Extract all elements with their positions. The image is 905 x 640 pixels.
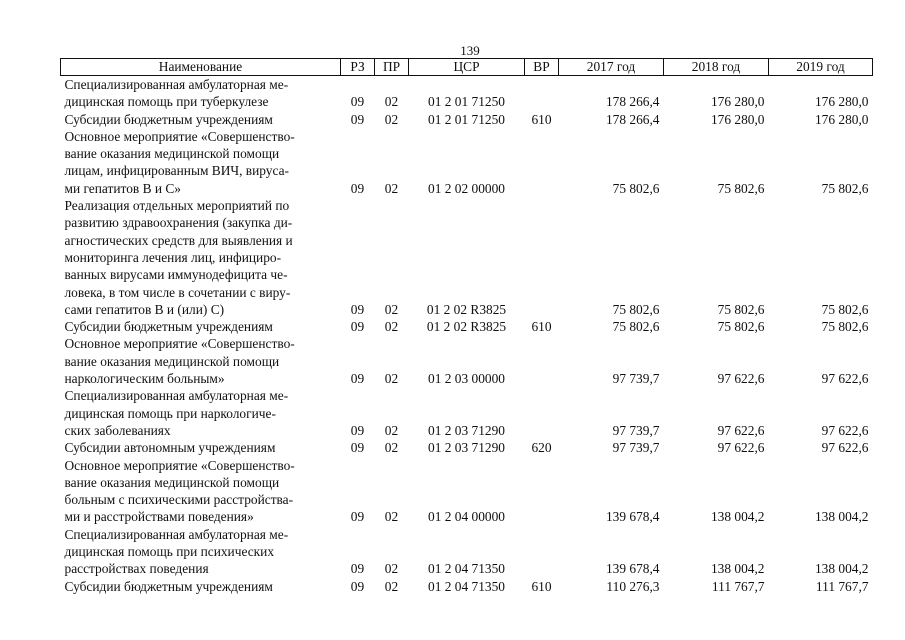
row-2019: 97 622,6	[821, 371, 869, 387]
row-2018: 176 280,0	[710, 111, 765, 127]
row-2017: 75 802,6	[612, 319, 660, 335]
row-2018: 75 802,6	[717, 319, 765, 335]
table-row	[61, 128, 873, 197]
row-pr: 02	[384, 301, 399, 317]
row-name: Основное мероприятие «Совершенство- вание оказания медицинской помощи больным с психическими расстройства- ми и расстройствами поведения»	[64, 457, 295, 525]
row-pr: 02	[384, 180, 399, 196]
row-2019: 176 280,0	[814, 94, 869, 110]
row-name: Специализированная амбулаторная ме- дицинская помощь при психических расстройствах поведения	[64, 526, 289, 577]
row-rz: 09	[350, 440, 365, 456]
table-row	[61, 197, 873, 318]
row-rz: 09	[350, 509, 365, 525]
row-2019: 138 004,2	[814, 561, 869, 577]
row-rz: 09	[350, 301, 365, 317]
row-csr: 01 2 04 71350	[428, 578, 505, 594]
row-name: Основное мероприятие «Совершенство- вание оказания медицинской помощи наркологическим больным»	[64, 336, 295, 387]
row-vr	[525, 387, 559, 439]
row-vr	[525, 128, 559, 197]
row-csr: 01 2 04 00000	[428, 509, 505, 525]
row-rz: 09	[350, 111, 365, 127]
row-name: Основное мероприятие «Совершенство- вание оказания медицинской помощи лицам, инфицированным ВИЧ, вируса- ми гепатитов В и С»	[64, 128, 295, 196]
row-csr: 01 2 03 71290	[428, 422, 505, 438]
row-2018: 97 622,6	[717, 440, 765, 456]
table-row	[61, 526, 873, 578]
row-vr: 610	[531, 578, 552, 594]
header-name: Наименование	[61, 59, 341, 76]
row-pr: 02	[384, 422, 399, 438]
header-row	[61, 59, 873, 76]
row-csr: 01 2 02 R3825	[426, 319, 507, 335]
row-csr: 01 2 02 R3825	[426, 301, 507, 317]
row-2017: 139 678,4	[605, 509, 660, 525]
row-rz: 09	[350, 319, 365, 335]
row-2019: 138 004,2	[814, 509, 869, 525]
row-vr	[525, 457, 559, 526]
row-name: Специализированная амбулаторная ме- дицинская помощь при туберкулезе	[64, 77, 289, 110]
row-2017: 75 802,6	[612, 180, 660, 196]
row-2018: 138 004,2	[710, 509, 765, 525]
row-2017: 97 739,7	[612, 371, 660, 387]
header-pr: ПР	[375, 59, 409, 76]
row-vr: 610	[531, 319, 552, 335]
row-2019: 176 280,0	[814, 111, 869, 127]
header-vr: ВР	[525, 59, 559, 76]
row-name: Субсидии автономным учреждениям	[64, 440, 276, 456]
row-2017: 178 266,4	[605, 111, 660, 127]
row-2018: 75 802,6	[717, 180, 765, 196]
table-row	[61, 111, 873, 128]
row-2018: 176 280,0	[710, 94, 765, 110]
row-name: Специализированная амбулаторная ме- дицинская помощь при наркологиче- ских заболеваниях	[64, 388, 289, 438]
row-rz: 09	[350, 371, 365, 387]
row-name: Субсидии бюджетным учреждениям	[64, 111, 273, 127]
table-row	[61, 318, 873, 335]
row-2017: 139 678,4	[605, 561, 660, 577]
row-rz: 09	[350, 180, 365, 196]
row-2019: 97 622,6	[821, 422, 869, 438]
header-csr: ЦСР	[409, 59, 525, 76]
row-2018: 138 004,2	[710, 561, 765, 577]
row-2019: 97 622,6	[821, 440, 869, 456]
row-pr: 02	[384, 561, 399, 577]
row-2019: 75 802,6	[821, 319, 869, 335]
row-name: Субсидии бюджетным учреждениям	[64, 578, 273, 594]
row-2017: 178 266,4	[605, 94, 660, 110]
row-pr: 02	[384, 578, 399, 594]
row-2019: 111 767,7	[815, 578, 869, 594]
row-pr: 02	[384, 111, 399, 127]
row-csr: 01 2 01 71250	[428, 94, 505, 110]
header-rz: РЗ	[341, 59, 375, 76]
row-rz: 09	[350, 94, 365, 110]
row-pr: 02	[384, 94, 399, 110]
row-vr: 620	[531, 440, 552, 456]
table-row	[61, 335, 873, 387]
row-2019: 75 802,6	[821, 180, 869, 196]
row-name: Реализация отдельных мероприятий по развитию здравоохранения (закупка ди- агностических средств для выявления и мониторинга лечения лиц, инфициро- ванных вирусами иммунодефицита че- ловека, в том числе в сочетании с виру- сами гепатитов В и (или) С)	[64, 198, 293, 317]
row-csr: 01 2 04 71350	[428, 561, 505, 577]
table-row	[61, 457, 873, 526]
row-2018: 97 622,6	[717, 422, 765, 438]
row-csr: 01 2 03 71290	[428, 440, 505, 456]
row-2017: 75 802,6	[612, 301, 660, 317]
header-2017: 2017 год	[559, 59, 664, 76]
header-2019: 2019 год	[769, 59, 873, 76]
row-2017: 97 739,7	[612, 440, 660, 456]
row-rz: 09	[350, 578, 365, 594]
table-row	[61, 578, 873, 595]
row-vr	[525, 526, 559, 578]
row-pr: 02	[384, 509, 399, 525]
row-pr: 02	[384, 440, 399, 456]
row-2018: 111 767,7	[711, 578, 765, 594]
row-vr	[525, 335, 559, 387]
row-rz: 09	[350, 422, 365, 438]
row-vr	[525, 76, 559, 111]
row-vr: 610	[531, 111, 552, 127]
row-2019: 75 802,6	[821, 301, 869, 317]
table-row	[61, 387, 873, 439]
row-csr: 01 2 01 71250	[428, 111, 505, 127]
row-2018: 75 802,6	[717, 301, 765, 317]
table-row	[61, 76, 873, 111]
row-pr: 02	[384, 371, 399, 387]
row-csr: 01 2 03 00000	[428, 371, 505, 387]
row-2017: 110 276,3	[606, 578, 660, 594]
row-name: Субсидии бюджетным учреждениям	[64, 319, 273, 335]
page-number: 139	[460, 43, 480, 58]
row-2017: 97 739,7	[612, 422, 660, 438]
header-2018: 2018 год	[664, 59, 769, 76]
row-2018: 97 622,6	[717, 371, 765, 387]
row-pr: 02	[384, 319, 399, 335]
row-rz: 09	[350, 561, 365, 577]
table-row	[61, 439, 873, 456]
budget-table	[60, 58, 873, 595]
row-csr: 01 2 02 00000	[428, 180, 505, 196]
row-vr	[525, 197, 559, 318]
